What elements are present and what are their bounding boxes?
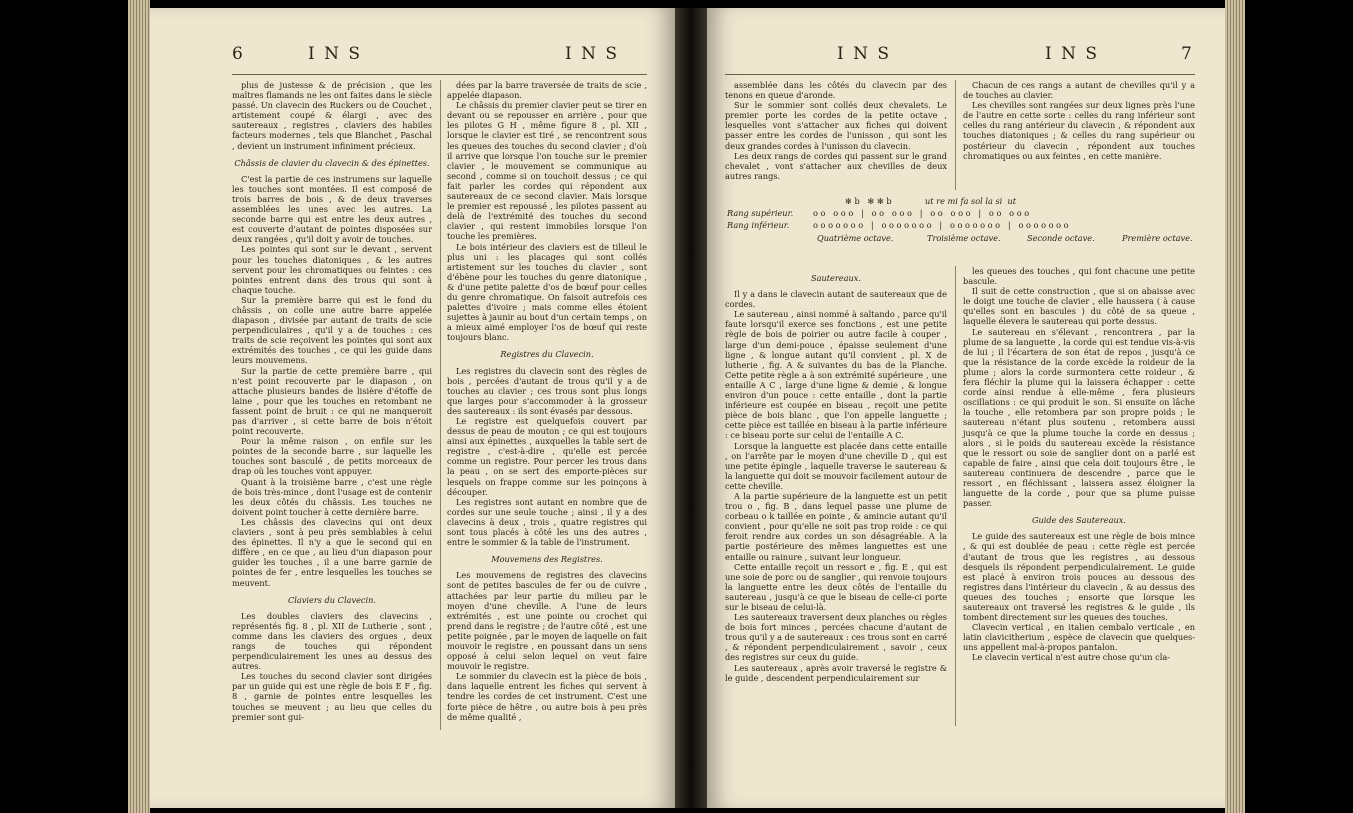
paragraph: Le clavecin vertical n'est autre chose qu'un cla- — [972, 652, 1170, 663]
paragraph: Le bois intérieur des claviers est de tilleul le plus uni : les placages qui sont collés artistement sur les touches du clavier , sont d'ébène pour les touches du genre diatonique , & d'une petite palette d'os de bœuf pour celles du genre chromatique. On faisoit autrefois ces palettes d'ivoire ; mais comme elles étoient sujettes à jaunir au bout d'un certain temps , on a mieux aimé employer l'os de bœuf qui reste toujours blanc. — [447, 241, 647, 343]
running-head-left: I N S — [837, 44, 892, 64]
section-heading: Châssis de clavier du clavecin & des épinettes. — [234, 157, 430, 168]
right-page-top-column-2 — [963, 80, 1195, 161]
left-page-header — [150, 44, 675, 74]
paragraph: Le sommier du clavecin est la pièce de bois , dans laquelle entrent les fiches qui servent à tendre les cordes de cet instrument. C'est une forte pièce de hêtre , ou autre bois à peu près de même qualité , — [447, 671, 647, 722]
paragraph: Le registre est quelquefois couvert par dessus de peau de mouton ; ce qui est toujours ainsi aux épinettes , auxquelles la table sert de registre , c'est-à-dire , qu'elle est percée comme un registre. Pour percer les trous dans la peau , on se sert des emporte-pièces sur lesquels on frappe comme sur les poinçons à découper. — [447, 416, 647, 497]
section-heading: Sautereaux. — [810, 273, 862, 283]
section-heading: Registres du Clavecin. — [500, 349, 594, 360]
right-page-top-column-1 — [725, 80, 947, 181]
paragraph: A la partie supérieure de la languette est un petit trou o , fig. B , dans lequel passe une plume de corbeau o k taillée en pointe , & amincie autant qu'il convient , pour qu'elle ne soit pas trop roide : ce qui feroit rendre aux cordes un son désagréable. A la partie postérieure des mêmes languettes est une entaille ou rainure , suivant leur longueur. — [725, 490, 947, 562]
section-heading: Claviers du Clavecin. — [287, 594, 376, 605]
book-edge-left — [128, 0, 150, 813]
paragraph: Cette entaille reçoit un ressort e , fig. E , qui est une soie de porc ou de sanglier , qui renvoie toujours la languette entre les deux côtés de l'entaille du sautereau , jusqu'à ce que le biseau de celle-ci porte sur le biseau de celui-là. — [725, 561, 947, 612]
paragraph: Chacun de ces rangs a autant de chevilles qu'il y a de touches au clavier. — [963, 80, 1195, 101]
left-page-column-2 — [447, 80, 647, 722]
paragraph: Les deux rangs de cordes qui passent sur le grand chevalet , vont s'attacher aux chevilles de deux autres rangs. — [725, 150, 947, 181]
left-page — [150, 8, 675, 808]
inferior-row-pattern: o o o o o o o | o o o o o o o | o o o o o o o | o o o o o o o — [813, 220, 1069, 230]
header-rule — [725, 74, 1195, 75]
paragraph: Les doubles claviers des clavecins , représentés fig. 8 , pl. XII de Lutherie , sont , comme dans les claviers des orgues , deux rangs de touches qui répondent perpendiculairement les unes au dessus des autres. — [232, 610, 432, 672]
paragraph: Les registres sont autant en nombre que de cordes sur une seule touche ; ainsi , il y a des clavecins à deux , trois , quatre registres qui sont tous placés à côté les uns des autres , entre le sommier & la table de l'instrument. — [447, 496, 647, 548]
rang-inferieur-label: Rang inférieur. — [727, 220, 790, 230]
octave-label: Première octave. — [1122, 233, 1193, 243]
paragraph: Les registres du clavecin sont des règles de bois , percées d'autant de trous qu'il y a de touches au clavier ; ces trous sont plus longs que larges pour s'accommoder à la grosseur des sautereaux : ils sont évasés par dessous. — [447, 365, 647, 416]
paragraph: Les touches du second clavier sont dirigées par un guide qui est une règle de bois E F , fig. 8 , garnie de pointes entre lesquelles les touches se meuvent ; au lieu que celles du premier sont gui- — [232, 671, 432, 722]
paragraph: Les chevilles sont rangées sur deux lignes près l'une de l'autre en cette sorte : celles du rang inférieur sont celles du rang antérieur du clavecin , & répondent aux touches diatoniques ; & celles du rang supérieur ou postérieur du clavecin , répondent aux touches chromatiques ou aux feintes , en cette manière. — [963, 100, 1195, 161]
paragraph: assemblée dans les côtés du clavecin par des tenons en queue d'aronde. — [725, 80, 947, 101]
page-number: 7 — [1181, 44, 1194, 64]
paragraph: Les pointes qui sont sur le devant , servent pour les touches diatoniques , & les autres servent pour les chromatiques ou feintes : ces pointes entrent dans des trous qui sont à chaque touche. — [232, 244, 432, 295]
paragraph: plus de justesse & de précision , que les maîtres flamands ne les ont faites dans le siècle passé. Un clavecin des Ruckers ou de Couchet , artistement coupé & élargi , avec des sautereaux , registres , claviers des habiles facteurs modernes , tels que Blanchet , Paschal , devient un instrument infiniment précieux. — [232, 80, 432, 151]
paragraph: Lorsque la languette est placée dans cette entaille , on l'arrête par le moyen d'une cheville D , qui est une petite épingle , laquelle traverse le sautereau & la languette qui doit se mouvoir facilement autour de cette cheville. — [725, 440, 947, 491]
paragraph: Les châssis des clavecins qui ont deux claviers , sont à peu près semblables à celui des épinettes. Il n'y a que le second qui en diffère , en ce que , au lieu d'un diapason pour guider les touches , il a une barre garnie de pointes de fer , entre lesquelles les touches se meuvent. — [232, 516, 432, 588]
paragraph: Sur la première barre qui est le fond du châssis , on colle une autre barre appelée diapason , divisée par autant de traits de scie perpendiculaires , qu'il y a de touches : ces traits de scie reçoivent les pointes qui sont aux extrémités des touches , ce qui les guide dans leurs mouvemens. — [232, 294, 432, 366]
paragraph: Le sautereau , ainsi nommé à saltando , parce qu'il faute lorsqu'il exerce ses fonctions , est une petite règle de bois de poirier ou autre facile à couper , large d'un demi-pouce , épaisse seulement d'une ligne , & longue autant qu'il convient , pl. X de lutherie , fig. A & suivantes du bas de la Planche. Cette petite règle a à son extrémité supérieure , une entaille A C , large d'une ligne & demie , & longue environ d'un pouce : cette entaille , dont la partie inférieure est coupée en biseau , reçoit une petite pièce de bois blanc , que l'on appelle languette ; cette pièce est taillée en biseau à la partie inférieure : ce biseau porte sur celui de l'entaille A C. — [725, 309, 947, 441]
running-head-left: I N S — [308, 44, 363, 64]
column-rule — [955, 80, 956, 190]
book-edge-right — [1225, 0, 1245, 813]
paragraph: Le châssis du premier clavier peut se tirer en devant ou se repousser en arrière , pour que les pilotes G H , même figure 8 , pl. XII , lorsque le clavier est tiré , se rencontrent sous les queues des touches du second clavier ; d'où il arrive que lorsque l'on touche sur le premier clavier , le mouvement se communique au second , comme si on touchoit dessus ; ce qui fait parler les cordes qui répondent aux sautereaux de ce second clavier. Mais lorsque le premier est repoussé , les pilotes passent au delà de l'extrémité des touches du second clavier , qui restent immobiles lorsque l'on touche les premières. — [447, 100, 647, 242]
paragraph: Clavecin vertical , en italien cembalo verticale , en latin clavicitherium , espèce de clavecin que quelques-uns appellent mal-à-propos pantalon. — [963, 622, 1195, 653]
flats-label: ✻ b ✻ ✻ b — [845, 196, 892, 206]
superior-row-pattern: o o o o o | o o o o o | o o o o o | o o o o o — [813, 208, 1030, 218]
paragraph: Il y a dans le clavecin autant de sautereaux que de cordes. — [725, 289, 947, 310]
paragraph: Les mouvemens de registres des clavecins sont de petites bascules de fer ou de cuivre , attachées par leur partie du milieu par le moyen d'une cheville. A l'une de leurs extrémités , est une pointe ou crochet qui prend dans le registre ; de l'autre côté , est une petite poignée , par le moyen de laquelle on fait mouvoir le registre , en poussant dans un sens opposé à celui selon lequel on veut faire mouvoir le registre. — [447, 570, 647, 672]
section-heading: Mouvemens des Registres. — [491, 554, 603, 565]
paragraph: Les sautereaux traversent deux planches ou règles de bois fort minces , percées chacune d'autant de trous qu'il y a de sautereaux : ces trous sont en carré , & répondent perpendiculairement , savoir , ceux des registres sur ceux du guide. — [725, 612, 947, 663]
octave-label: Troisième octave. — [927, 233, 1001, 243]
paragraph: Il suit de cette construction , que si on abaisse avec le doigt une touche de clavier , elle haussera ( à cause qu'elles sont en bascules ) du côté de sa queue , laquelle élevera le sautereau qui porte dessus. — [963, 286, 1195, 327]
notes-label: ut re mi fa sol la si ut — [925, 196, 1017, 206]
paragraph: Sur la partie de cette première barre , qui n'est point recouverte par le diapason , on attache plusieurs bandes de lisière d'étoffe de laine , pour que les touches en retombant ne fassent point de bruit : ce qui ne manqueroit pas d'arriver , si cette barre de bois n'étoit point recouverte. — [232, 365, 432, 437]
page-number: 6 — [232, 44, 245, 64]
keyboard-diagram — [727, 196, 1207, 276]
right-page — [707, 8, 1225, 808]
right-page-column-2 — [963, 266, 1195, 663]
left-page-column-1 — [232, 80, 432, 722]
running-head-right: I N S — [1045, 44, 1100, 64]
book-gutter — [675, 8, 707, 808]
section-heading: Guide des Sautereaux. — [1031, 515, 1127, 526]
right-page-header — [707, 44, 1225, 74]
paragraph: C'est la partie de ces instrumens sur laquelle les touches sont montées. Il est composé de trois barres de bois , & de deux traverses assemblées les unes avec les autres. La seconde barre qui est entre les deux autres , est couverte d'autant de pointes disposées sur deux rangées , qu'il doit y avoir de touches. — [232, 173, 432, 245]
octave-label: Seconde octave. — [1027, 233, 1095, 243]
header-rule — [232, 74, 647, 75]
running-head-right: I N S — [565, 44, 620, 64]
paragraph: Quant à la troisième barre , c'est une règle de bois très-mince , dont l'usage est de contenir les deux côtés du châssis. Les touches ne doivent point toucher à cette dernière barre. — [232, 476, 432, 517]
paragraph: Le sautereau en s'élevant , rencontrera , par la plume de sa languette , la corde qui est tendue vis-à-vis de lui ; il l'écartera de son état de repos , jusqu'à ce que la résistance de la corde excède la roideur de la plume ; alors la corde surmontera cette roideur , & fera fléchir la plume qui la laissera échapper : cette corde ainsi rendue à elle-même , fera plusieurs oscillations : ce qui produit le son. Si ensuite on lâche la touche , elle retombera par son propre poids ; le sautereau n'étant plus soutenu , retombera aussi jusqu'à ce que la plume touche la corde en dessus ; alors , si le poids du sautereau excède la résistance que le ressort ou soie de sanglier dont on a parlé est capable de faire , ainsi que cela doit toujours être , le sautereau continuera de descendre , parce que le ressort , en fléchissant , laissera assez éloigner la languette de la corde , pour que sa plume puisse passer. — [963, 326, 1195, 509]
paragraph: Le guide des sautereaux est une règle de bois mince , & qui est doublée de peau : cette règle est percée d'autant de trous que les registres , au dessous desquels ils répondent perpendiculairement. Le guide est placé à environ trois pouces au dessous des registres dans l'intérieur du clavecin , & au dessus des queues des touches ; ensorte que lorsque les sautereaux ont traversé les registres & le guide , ils tombent directement sur les queues des touches. — [963, 531, 1195, 623]
octave-label: Quatrième octave. — [817, 233, 894, 243]
rang-superieur-label: Rang supérieur. — [727, 208, 794, 218]
paragraph: Les sautereaux , après avoir traversé le registre & le guide , descendent perpendiculairement sur — [725, 662, 947, 683]
column-rule — [955, 266, 956, 726]
paragraph: dées par la barre traversée de traits de scie , appelée diapason. — [447, 80, 647, 101]
paragraph: Sur le sommier sont collés deux chevalets. Le premier porte les cordes de la petite octave , lesquelles vont s'attacher aux fiches qui doivent passer entre les cordes de l'unisson , qui sont les deux grandes cordes à l'unisson du clavecin. — [725, 100, 947, 151]
paragraph: les queues des touches , qui font chacune une petite bascule. — [963, 266, 1195, 287]
paragraph: Pour la même raison , on enfile sur les pointes de la seconde barre , sur laquelle les touches sont basculé , de petits morceaux de drap où les touches vont appuyer. — [232, 436, 432, 477]
column-rule — [440, 80, 441, 730]
right-page-column-1 — [725, 266, 947, 683]
